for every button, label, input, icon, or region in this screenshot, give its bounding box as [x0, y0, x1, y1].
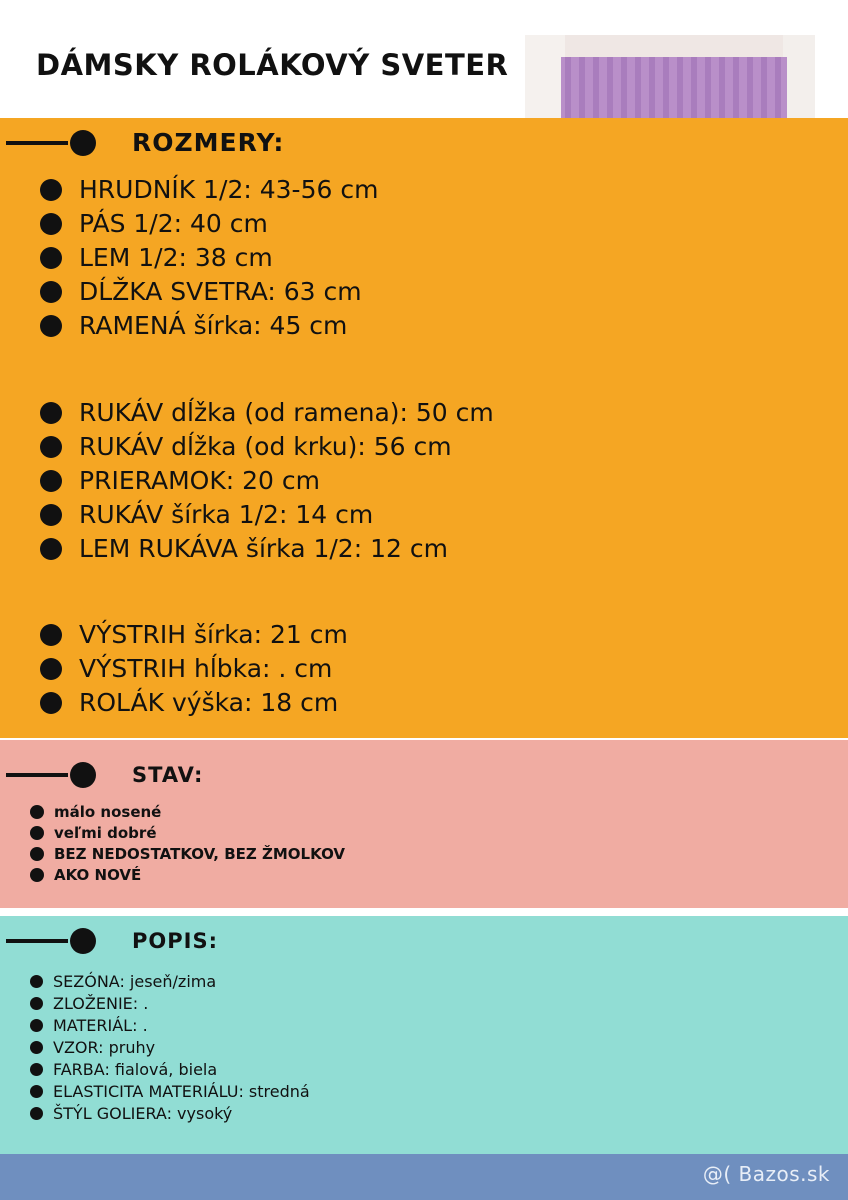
list-item [40, 311, 378, 340]
list-item [40, 534, 494, 563]
heading-dot-icon [70, 762, 96, 788]
list-item-label: málo nosené [54, 803, 162, 821]
list-item-label: RUKÁV šírka 1/2: 14 cm [79, 500, 374, 529]
list-item-label: ELASTICITA MATERIÁLU: stredná [53, 1082, 310, 1101]
list-item-label: DĹŽKA SVETRA: 63 cm [79, 277, 362, 306]
bullet-dot-icon [40, 658, 62, 680]
bullet-dot-icon [40, 436, 62, 458]
list-item [40, 466, 494, 495]
list-item-label: AKO NOVÉ [54, 866, 142, 884]
heading-dash [6, 141, 68, 145]
list-item [30, 1104, 310, 1123]
bullet-dot-icon [30, 826, 44, 840]
dimensions-group-3 [40, 620, 348, 722]
list-item [30, 803, 345, 821]
condition-heading-row [6, 762, 203, 788]
list-item-label: veľmi dobré [54, 824, 157, 842]
bullet-dot-icon [30, 805, 44, 819]
list-item [30, 1082, 310, 1101]
page-title: DÁMSKY ROLÁKOVÝ SVETER [36, 48, 509, 82]
list-item [40, 277, 378, 306]
bullet-dot-icon [30, 997, 43, 1010]
list-item [40, 688, 348, 717]
bullet-dot-icon [40, 624, 62, 646]
list-item [40, 243, 378, 272]
list-item-label: VÝSTRIH šírka: 21 cm [79, 620, 348, 649]
heading-dot-icon [70, 130, 96, 156]
list-item [40, 654, 348, 683]
bullet-dot-icon [40, 247, 62, 269]
list-item-label: FARBA: fialová, biela [53, 1060, 218, 1079]
list-item-label: ROLÁK výška: 18 cm [79, 688, 339, 717]
list-item-label: HRUDNÍK 1/2: 43-56 cm [79, 175, 379, 204]
dimensions-heading-row [6, 128, 284, 157]
list-item [40, 432, 494, 461]
heading-dash [6, 773, 68, 777]
list-item-label: RUKÁV dĺžka (od krku): 56 cm [79, 432, 452, 461]
bazos-watermark: @( Bazos.sk [702, 1162, 830, 1186]
description-heading: POPIS: [132, 929, 218, 953]
list-item [30, 1060, 310, 1079]
dimensions-heading: ROZMERY: [132, 128, 285, 157]
bullet-dot-icon [30, 1041, 43, 1054]
heading-dot-icon [70, 928, 96, 954]
list-item-label: SEZÓNA: jeseň/zima [53, 972, 217, 991]
bullet-dot-icon [30, 1107, 43, 1120]
list-item-label: RAMENÁ šírka: 45 cm [79, 311, 348, 340]
bullet-dot-icon [30, 975, 43, 988]
bullet-dot-icon [40, 315, 62, 337]
list-item [40, 620, 348, 649]
list-item-label: VZOR: pruhy [53, 1038, 156, 1057]
list-item-label: ZLOŽENIE: . [53, 994, 149, 1013]
dimensions-group-1 [40, 175, 378, 345]
list-item-label: LEM RUKÁVA šírka 1/2: 12 cm [79, 534, 448, 563]
list-item-label: VÝSTRIH hĺbka: . cm [79, 654, 333, 683]
bullet-dot-icon [40, 213, 62, 235]
condition-heading: STAV: [132, 763, 204, 787]
bullet-dot-icon [30, 868, 44, 882]
list-item [30, 866, 345, 884]
list-item [40, 209, 378, 238]
bullet-dot-icon [40, 470, 62, 492]
list-item [30, 1016, 310, 1035]
bullet-dot-icon [30, 1019, 43, 1032]
list-item [30, 1038, 310, 1057]
description-list [30, 972, 310, 1126]
list-item [30, 994, 310, 1013]
bullet-dot-icon [30, 1063, 43, 1076]
dimensions-group-2 [40, 398, 494, 568]
bullet-dot-icon [40, 692, 62, 714]
list-item-label: BEZ NEDOSTATKOV, BEZ ŽMOLKOV [54, 845, 346, 863]
list-item [40, 500, 494, 529]
bullet-dot-icon [40, 538, 62, 560]
list-item-label: MATERIÁL: . [53, 1016, 148, 1035]
condition-list [30, 803, 345, 887]
bullet-dot-icon [40, 402, 62, 424]
list-item [30, 824, 345, 842]
list-item-label: ŠTÝL GOLIERA: vysoký [53, 1104, 233, 1123]
list-item [40, 175, 378, 204]
bullet-dot-icon [30, 847, 44, 861]
list-item-label: PÁS 1/2: 40 cm [79, 209, 268, 238]
description-heading-row [6, 928, 218, 954]
heading-dash [6, 939, 68, 943]
list-item-label: LEM 1/2: 38 cm [79, 243, 273, 272]
bullet-dot-icon [40, 504, 62, 526]
bullet-dot-icon [40, 179, 62, 201]
list-item-label: PRIERAMOK: 20 cm [79, 466, 320, 495]
list-item [30, 845, 345, 863]
bullet-dot-icon [40, 281, 62, 303]
list-item [40, 398, 494, 427]
list-item [30, 972, 310, 991]
list-item-label: RUKÁV dĺžka (od ramena): 50 cm [79, 398, 494, 427]
bullet-dot-icon [30, 1085, 43, 1098]
